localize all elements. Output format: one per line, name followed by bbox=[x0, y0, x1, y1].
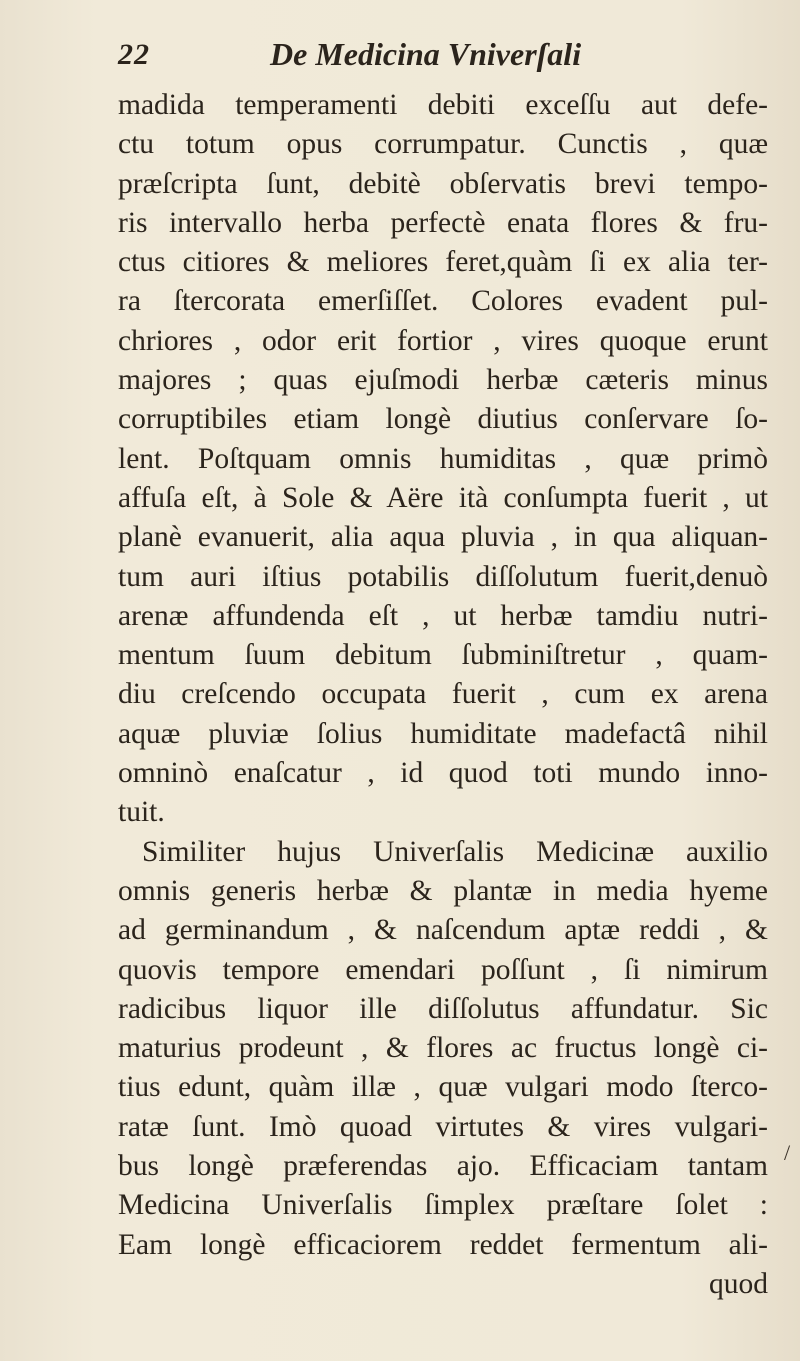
text-line: affuſa eſt, à Sole & Aëre ità conſumpta fuerit , ut bbox=[118, 481, 768, 514]
text-line: arenæ affundenda eſt , ut herbæ tamdiu nutri- bbox=[118, 599, 768, 632]
text-line: diu creſcendo occupata fuerit , cum ex arena bbox=[118, 678, 768, 711]
text-line: lent. Poſtquam omnis humiditas , quæ primò bbox=[118, 442, 768, 475]
text-line: Eam longè efficaciorem reddet fermentum ali- bbox=[118, 1228, 768, 1261]
text-line: ra ſtercorata emerſiſſet. Colores evadent pul- bbox=[118, 285, 768, 318]
text-line: omninò enaſcatur , id quod toti mundo inno- bbox=[118, 757, 768, 790]
text-line: ctu totum opus corrumpatur. Cunctis , quæ bbox=[118, 128, 768, 161]
text-line: quovis tempore emendari poſſunt , ſi nimirum bbox=[118, 953, 768, 986]
text-line: ratæ ſunt. Imò quoad virtutes & vires vulgari- bbox=[118, 1110, 768, 1143]
text-line: corruptibiles etiam longè diutius conſervare ſo- bbox=[118, 403, 768, 436]
text-line: præſcripta ſunt, debitè obſervatis brevi tempo- bbox=[118, 167, 768, 200]
text-line: chriores , odor erit fortior , vires quoque erunt bbox=[118, 324, 768, 357]
text-line: bus longè præferendas ajo. Efficaciam tantam bbox=[118, 1150, 768, 1183]
text-line: radicibus liquor ille diſſolutus affundatur. Sic bbox=[118, 992, 768, 1025]
text-line: madida temperamenti debiti exceſſu aut defe- bbox=[118, 89, 768, 121]
body-text bbox=[118, 86, 768, 1304]
text-line: aquæ pluviæ ſolius humiditate madefactâ nihil bbox=[118, 717, 768, 750]
text-line: tius edunt, quàm illæ , quæ vulgari modo ſterco- bbox=[118, 1071, 768, 1104]
text-line: maturius prodeunt , & flores ac fructus longè ci- bbox=[118, 1032, 768, 1065]
paragraph-2 bbox=[118, 833, 768, 1265]
text-line: Medicina Univerſalis ſimplex præſtare ſolet : bbox=[118, 1189, 768, 1222]
text-line: Similiter hujus Univerſalis Medicinæ auxilio bbox=[142, 835, 768, 868]
running-title: De Medicina Vniverſali bbox=[270, 36, 582, 72]
text-line: planè evanuerit, alia aqua pluvia , in qua aliquan- bbox=[118, 521, 768, 554]
page-header bbox=[118, 36, 678, 86]
text-line: tuit. bbox=[118, 796, 165, 829]
text-line: ris intervallo herba perfectè enata flores & fru- bbox=[118, 206, 768, 239]
text-line: majores ; quas ejuſmodi herbæ cæteris minus bbox=[118, 364, 768, 397]
margin-mark: / bbox=[784, 1140, 791, 1165]
text-line: tum auri iſtius potabilis diſſolutum fuerit,denuò bbox=[118, 560, 768, 593]
page-number: 22 bbox=[118, 38, 150, 71]
catchword: quod bbox=[709, 1267, 768, 1300]
text-line: omnis generis herbæ & plantæ in media hyeme bbox=[118, 874, 768, 907]
text-line: ad germinandum , & naſcendum aptæ reddi , & bbox=[118, 914, 768, 947]
text-line: mentum ſuum debitum ſubminiſtretur , quam- bbox=[118, 639, 768, 672]
text-line: ctus citiores & meliores feret,quàm ſi ex alia ter- bbox=[118, 246, 768, 279]
paragraph-1 bbox=[118, 86, 768, 833]
